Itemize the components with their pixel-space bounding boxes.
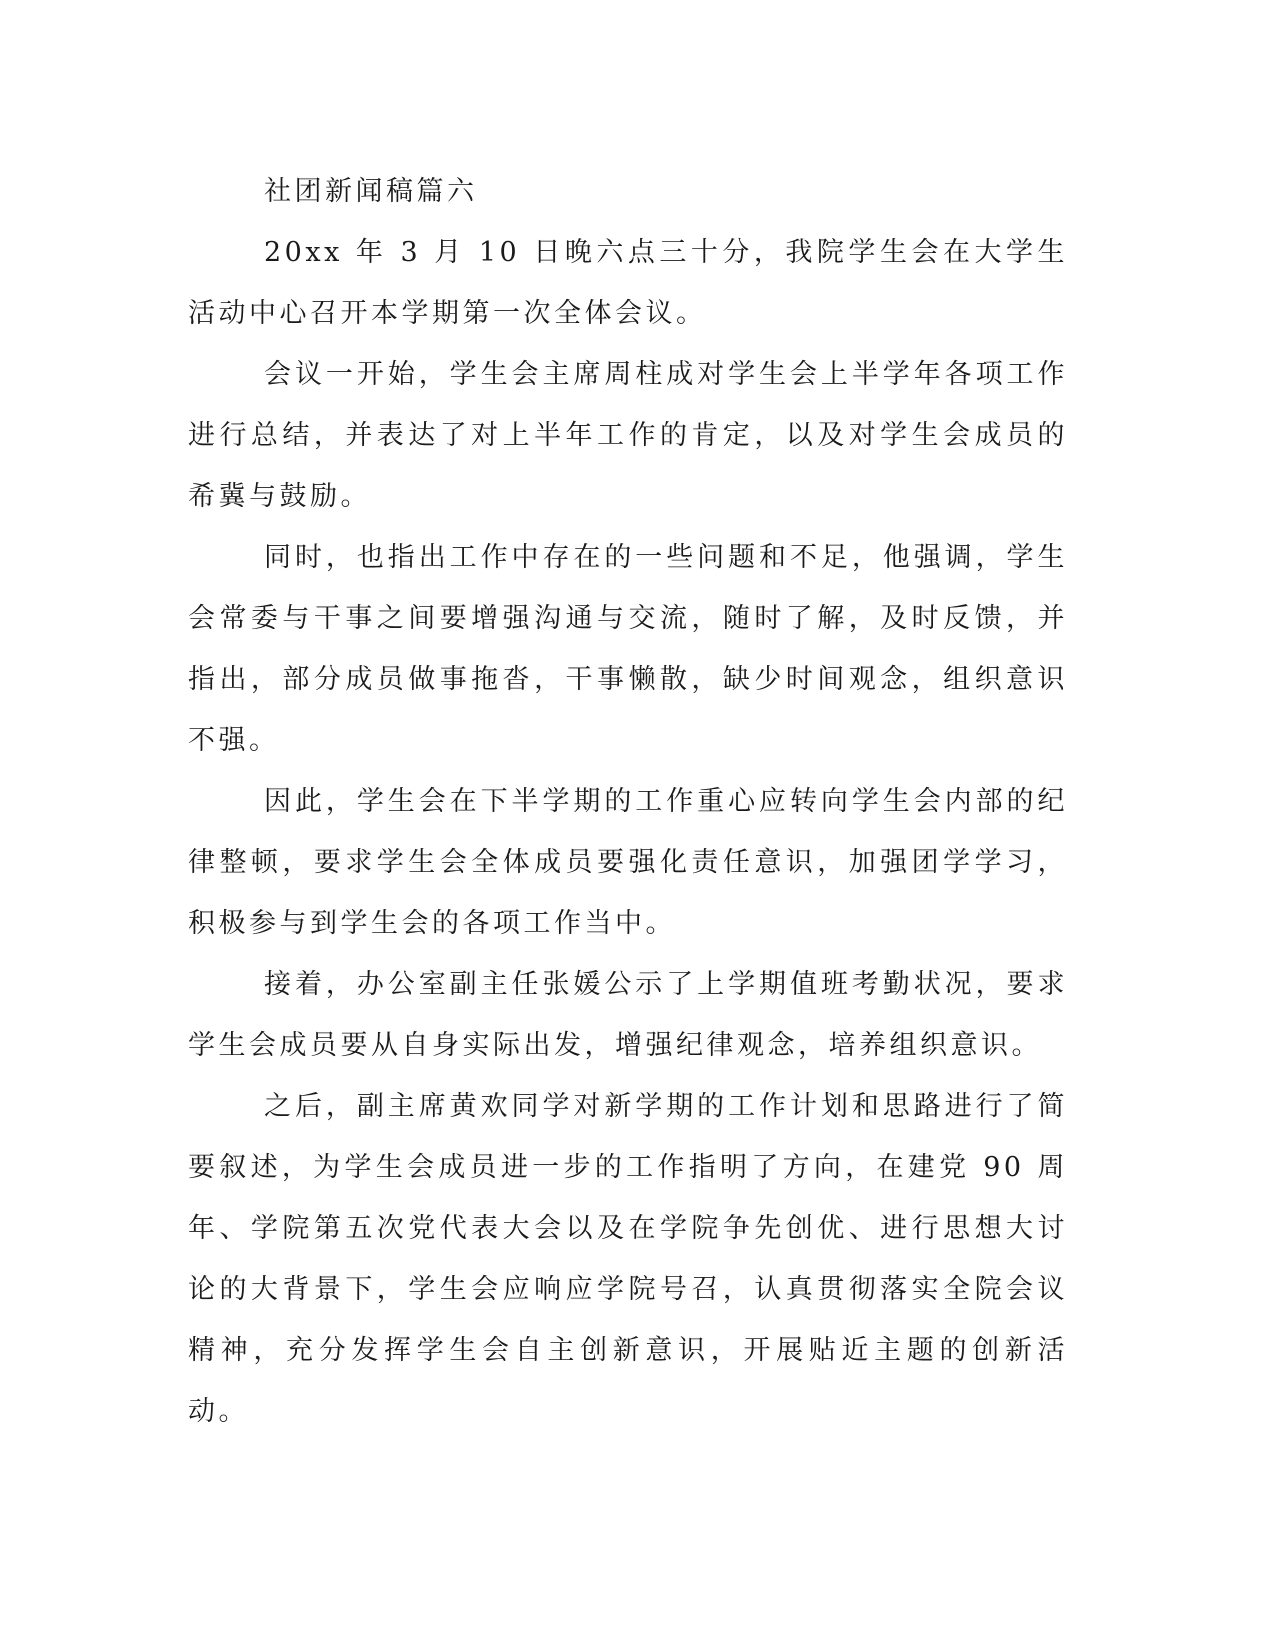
document-body <box>188 161 1068 1442</box>
paragraph-discipline: 因此，学生会在下半学期的工作重心应转向学生会内部的纪律整顿，要求学生会全体成员要强化责任意识，加强团学学习，积极参与到学生会的各项工作当中。 <box>188 786 1068 939</box>
paragraph-attendance: 接着，办公室副主任张媛公示了上学期值班考勤状况，要求学生会成员要从自身实际出发，增强纪律观念，培养组织意识。 <box>188 969 1068 1061</box>
document-title: 社团新闻稿篇六 <box>264 176 478 207</box>
paragraph-work-plan: 之后，副主席黄欢同学对新学期的工作计划和思路进行了简要叙述，为学生会成员进一步的工作指明了方向，在建党 90 周年、学院第五次党代表大会以及在学院争先创优、进行思想大讨论的大背景下，学生会应响应学院号召，认真贯彻落实全院会议精神，充分发挥学生会自主创新意识，开展贴近主题的创新活动。 <box>188 1091 1068 1427</box>
paragraph-date-meeting: 20xx 年 3 月 10 日晚六点三十分，我院学生会在大学生活动中心召开本学期第一次全体会议。 <box>188 237 1068 329</box>
paragraph-problems: 同时，也指出工作中存在的一些问题和不足，他强调，学生会常委与干事之间要增强沟通与交流，随时了解，及时反馈，并指出，部分成员做事拖沓，干事懒散，缺少时间观念，组织意识不强。 <box>188 542 1068 756</box>
paragraph-chairman-summary: 会议一开始，学生会主席周柱成对学生会上半学年各项工作进行总结，并表达了对上半年工作的肯定，以及对学生会成员的希冀与鼓励。 <box>188 359 1068 512</box>
